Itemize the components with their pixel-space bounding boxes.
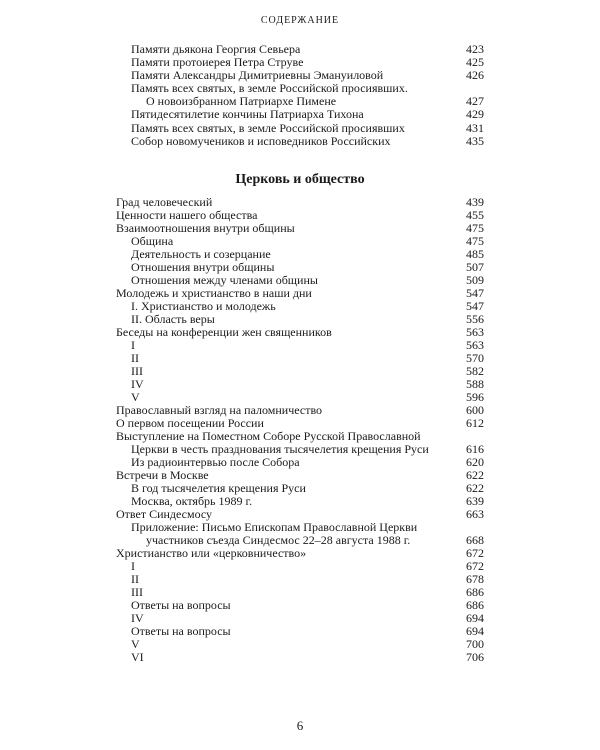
toc-entry-title: Ответ Синдесмосу [116, 507, 213, 521]
toc-entry-page: 582 [466, 364, 484, 378]
toc-entry-title: Деятельность и созерцание [131, 247, 271, 261]
toc-entry-title: Отношения внутри общины [131, 260, 275, 274]
toc-list-top [116, 43, 484, 148]
toc-entry-page: 639 [466, 494, 484, 508]
toc-entry-title: V [131, 637, 140, 651]
toc-entry-title: I. Христианство и молодежь [131, 299, 276, 313]
toc-entry-title: V [131, 390, 140, 404]
toc-entry-title: Память всех святых, в земле Российской просиявших [131, 120, 405, 135]
toc-entry-page: 425 [466, 55, 484, 70]
toc-entry [116, 135, 484, 148]
toc-entry-title: IV [131, 377, 144, 391]
toc-entry-title: Встречи в Москве [116, 468, 209, 482]
toc-entry-title: Пятидесятилетие кончины Патриарха Тихона [131, 107, 364, 122]
toc-entry-page: 686 [466, 598, 484, 612]
toc-entry-page: 672 [466, 559, 484, 573]
toc-entry-page: 706 [466, 650, 484, 664]
toc-entry-page: 431 [466, 120, 484, 135]
toc-entry-title: Памяти протоиерея Петра Струве [131, 55, 304, 70]
page-number: 6 [296, 718, 304, 733]
toc-entry-page: 622 [466, 481, 484, 495]
toc-entry [116, 625, 484, 638]
toc-entry-page: 694 [466, 611, 484, 625]
toc-entry [116, 122, 484, 135]
toc-entry-page: 694 [466, 624, 484, 638]
toc-entry-page: 547 [466, 299, 484, 313]
toc-entry-title: II. Область веры [131, 312, 215, 326]
toc-entry-title: Беседы на конференции жен священников [116, 325, 332, 339]
toc-entry-page: 475 [466, 234, 484, 248]
toc-entry [116, 560, 484, 573]
toc-entry-page: 672 [466, 546, 484, 560]
toc-entry-page: 678 [466, 572, 484, 586]
toc-entry [116, 378, 484, 391]
toc-entry-title: Православный взгляд на паломничество [116, 403, 323, 417]
running-header: СОДЕРЖАНИЕ [260, 15, 340, 26]
toc-entry-page: 435 [466, 133, 484, 148]
toc-entry-page: 426 [466, 68, 484, 83]
toc-entry-title: VI [131, 650, 144, 664]
toc-entry-title: участников съезда Синдесмос 22–28 августа 1988 г. [146, 533, 411, 547]
toc-entry-title: Отношения между членами общины [131, 273, 318, 287]
toc-entry-page: 622 [466, 468, 484, 482]
toc-entry-title: III [131, 585, 143, 599]
toc-entry [116, 365, 484, 378]
toc-entry [116, 599, 484, 612]
section-title: Церковь и общество [235, 172, 365, 187]
toc-entry-page: 475 [466, 221, 484, 235]
toc-entry-page: 596 [466, 390, 484, 404]
toc-entry-title: I [131, 338, 135, 352]
toc-entry-page: 429 [466, 107, 484, 122]
toc-entry-page: 612 [466, 416, 484, 430]
toc-entry-title: Ценности нашего общества [116, 208, 258, 222]
toc-entry-page: 563 [466, 338, 484, 352]
toc-entry-title: О первом посещении России [116, 416, 264, 430]
toc-entry-title: Памяти Александры Димитриевны Эмануиловой [131, 68, 384, 83]
toc-entry-title: Собор новомучеников и исповедников Российских [131, 133, 391, 148]
toc-entry-page: 439 [466, 195, 484, 209]
toc-entry [116, 573, 484, 586]
toc-entry-page: 616 [466, 442, 484, 456]
toc-entry-title: Москва, октябрь 1989 г. [131, 494, 253, 508]
toc-entry-page: 507 [466, 260, 484, 274]
toc-entry-title: I [131, 559, 135, 573]
toc-entry-page: 663 [466, 507, 484, 521]
toc-entry [116, 638, 484, 651]
toc-entry-page: 570 [466, 351, 484, 365]
toc-entry-title: IV [131, 611, 144, 625]
toc-entry-title: Взаимоотношения внутри общины [116, 221, 295, 235]
toc-list-main [116, 196, 484, 664]
toc-entry-page: 509 [466, 273, 484, 287]
toc-entry-page: 686 [466, 585, 484, 599]
toc-entry [116, 547, 484, 560]
toc-entry-title: Ответы на вопросы [131, 598, 231, 612]
toc-entry [116, 339, 484, 352]
toc-entry-title: О новоизбранном Патриархе Пимене [146, 94, 337, 109]
toc-entry-page: 485 [466, 247, 484, 261]
toc-entry-page: 600 [466, 403, 484, 417]
toc-entry [116, 108, 484, 121]
toc-entry-page: 547 [466, 286, 484, 300]
toc-entry [116, 352, 484, 365]
toc-entry-title: Град человеческий [116, 195, 213, 209]
toc-entry-title: III [131, 364, 143, 378]
toc-entry-title: II [131, 572, 139, 586]
toc-entry [116, 326, 484, 339]
toc-entry-page: 455 [466, 208, 484, 222]
toc-entry-title: Молодежь и христианство в наши дни [116, 286, 312, 300]
toc-entry-page: 620 [466, 455, 484, 469]
toc-entry-title: II [131, 351, 139, 365]
toc-entry-page: 588 [466, 377, 484, 391]
toc-entry-page: 427 [466, 94, 484, 109]
toc-entry-page: 700 [466, 637, 484, 651]
toc-entry-title: Памяти дьякона Георгия Севьера [131, 42, 301, 56]
toc-entry-title: Выступление на Поместном Соборе Русской Православной [116, 429, 421, 443]
toc-entry-title: Ответы на вопросы [131, 624, 231, 638]
toc-entry-title: Из радиоинтервью после Собора [131, 455, 300, 469]
toc-entry-title: Память всех святых, в земле Российской просиявших. [131, 81, 408, 96]
toc-entry-page: 563 [466, 325, 484, 339]
toc-entry-title: Приложение: Письмо Епископам Православной Церкви [131, 520, 418, 534]
toc-entry-page: 423 [466, 42, 484, 56]
toc-entry [116, 651, 484, 664]
toc-entry-title: Христианство или «церковничество» [116, 546, 307, 560]
toc-entry-page: 556 [466, 312, 484, 326]
toc-entry-title: В год тысячелетия крещения Руси [131, 481, 306, 495]
toc-entry-title: Община [131, 234, 174, 248]
toc-entry-title: Церкви в честь празднования тысячелетия крещения Руси [131, 442, 429, 456]
toc-entry-page: 668 [466, 533, 484, 547]
